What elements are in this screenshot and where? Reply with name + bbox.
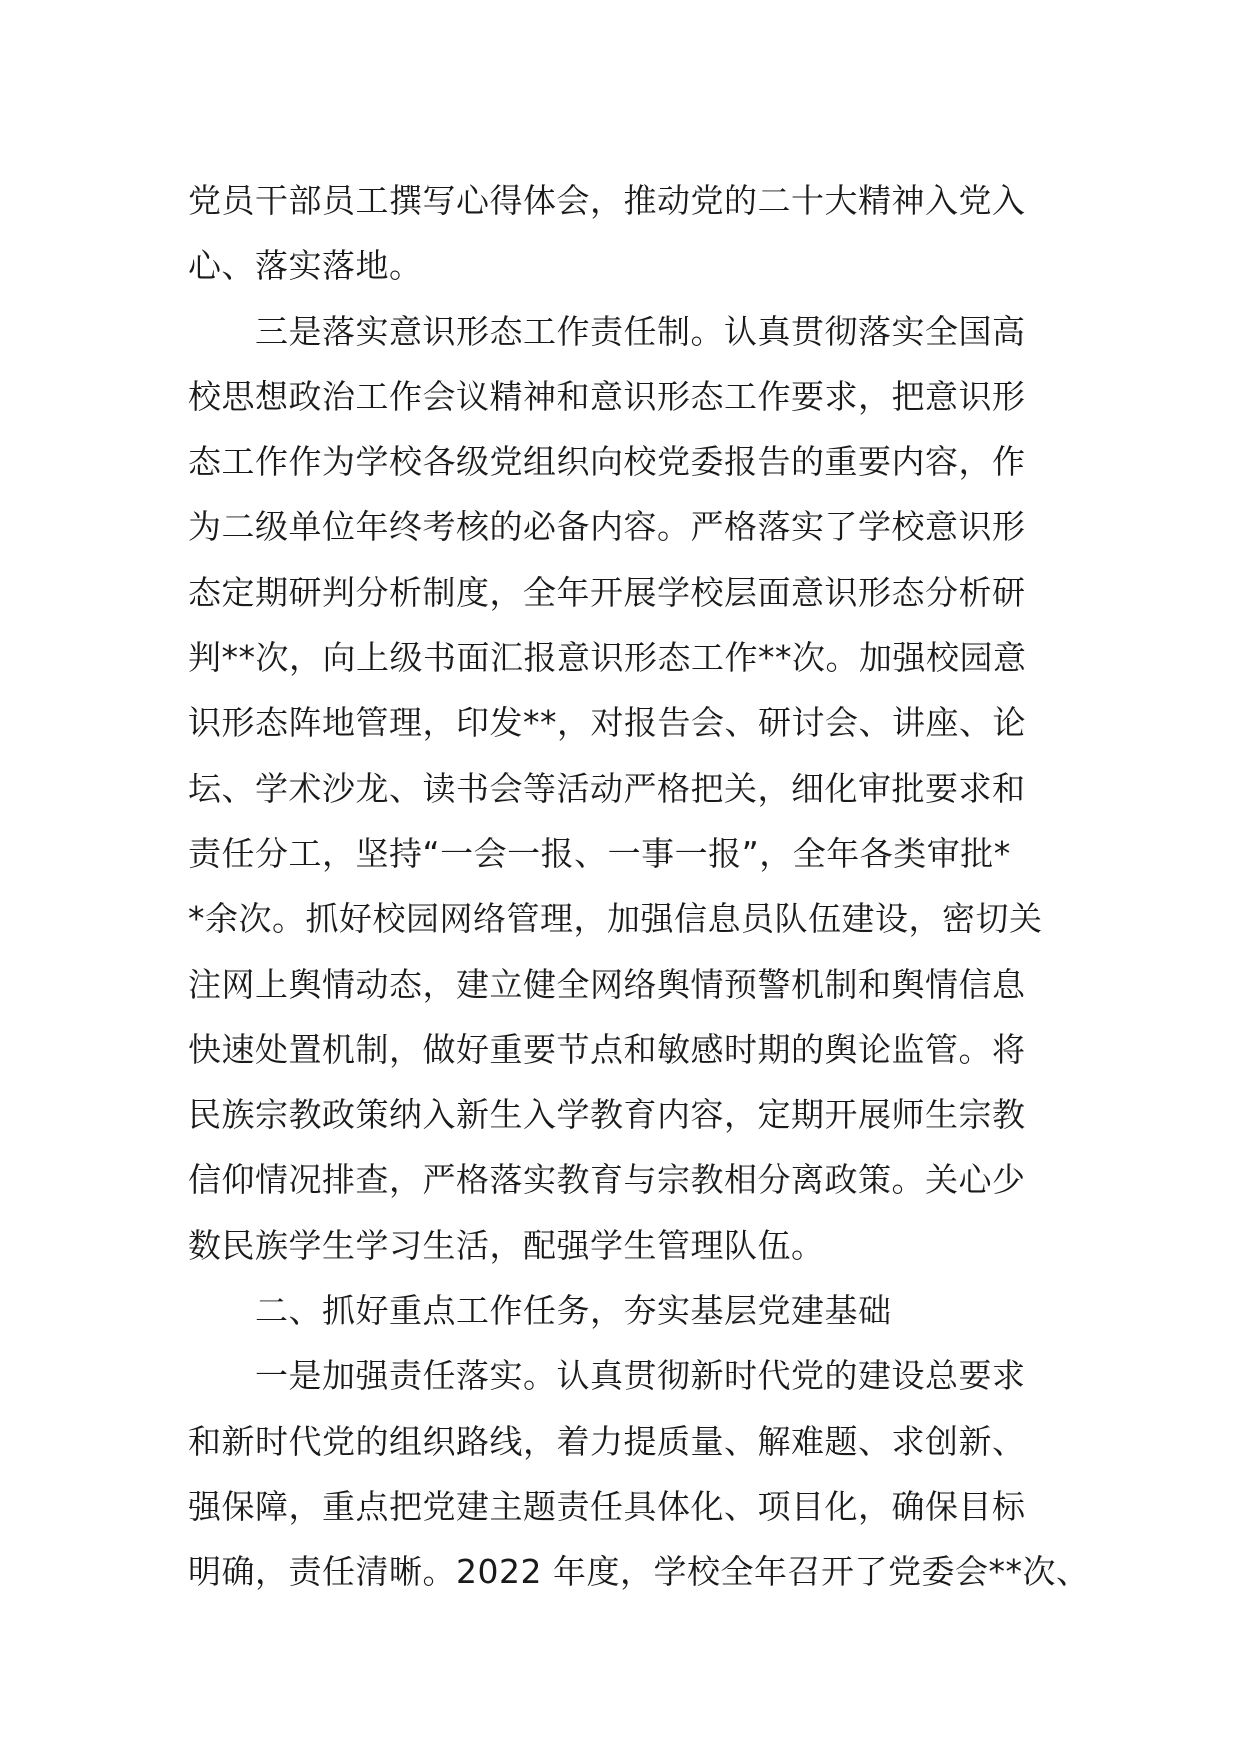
text-line: 判**次，向上级书面汇报意识形态工作**次。加强校园意 <box>188 638 1027 678</box>
body-text <box>188 168 1090 1605</box>
text-line: 责任分工，坚持“一会一报、一事一报”，全年各类审批* <box>188 833 1011 873</box>
text-line: 校思想政治工作会议精神和意识形态工作要求，把意识形 <box>188 376 1026 416</box>
section-heading: 二、抓好重点工作任务，夯实基层党建基础 <box>188 1291 892 1331</box>
text-line: 心、落实落地。 <box>188 246 423 286</box>
text-line: 态定期研判分析制度，全年开展学校层面意识形态分析研 <box>188 572 1026 612</box>
text-line: 为二级单位年终考核的必备内容。严格落实了学校意识形 <box>188 507 1026 547</box>
text-line: 快速处置机制，做好重要节点和敏感时期的舆论监管。将 <box>188 1029 1026 1069</box>
text-line: 强保障，重点把党建主题责任具体化、项目化，确保目标 <box>188 1486 1026 1526</box>
text-line: 明确，责任清晰。2022 年度，学校全年召开了党委会**次、 <box>188 1552 1090 1592</box>
text-line: 数民族学生学习生活，配强学生管理队伍。 <box>188 1225 825 1265</box>
text-line: 一是加强责任落实。认真贯彻新时代党的建设总要求 <box>188 1356 1026 1396</box>
text-line: 党员干部员工撰写心得体会，推动党的二十大精神入党入 <box>188 181 1026 220</box>
text-line: 三是落实意识形态工作责任制。认真贯彻落实全国高 <box>188 311 1026 351</box>
text-line: 信仰情况排查，严格落实教育与宗教相分离政策。关心少 <box>188 1160 1026 1200</box>
text-line: 坛、学术沙龙、读书会等活动严格把关，细化审批要求和 <box>188 768 1026 808</box>
text-line: 注网上舆情动态，建立健全网络舆情预警机制和舆情信息 <box>188 964 1026 1004</box>
text-line: *余次。抓好校园网络管理，加强信息员队伍建设，密切关 <box>188 899 1043 939</box>
text-line: 态工作作为学校各级党组织向校党委报告的重要内容，作 <box>188 442 1026 482</box>
text-line: 民族宗教政策纳入新生入学教育内容，定期开展师生宗教 <box>188 1095 1026 1135</box>
text-line: 和新时代党的组织路线，着力提质量、解难题、求创新、 <box>188 1421 1026 1461</box>
text-line: 识形态阵地管理，印发**，对报告会、研讨会、讲座、论 <box>188 703 1026 743</box>
